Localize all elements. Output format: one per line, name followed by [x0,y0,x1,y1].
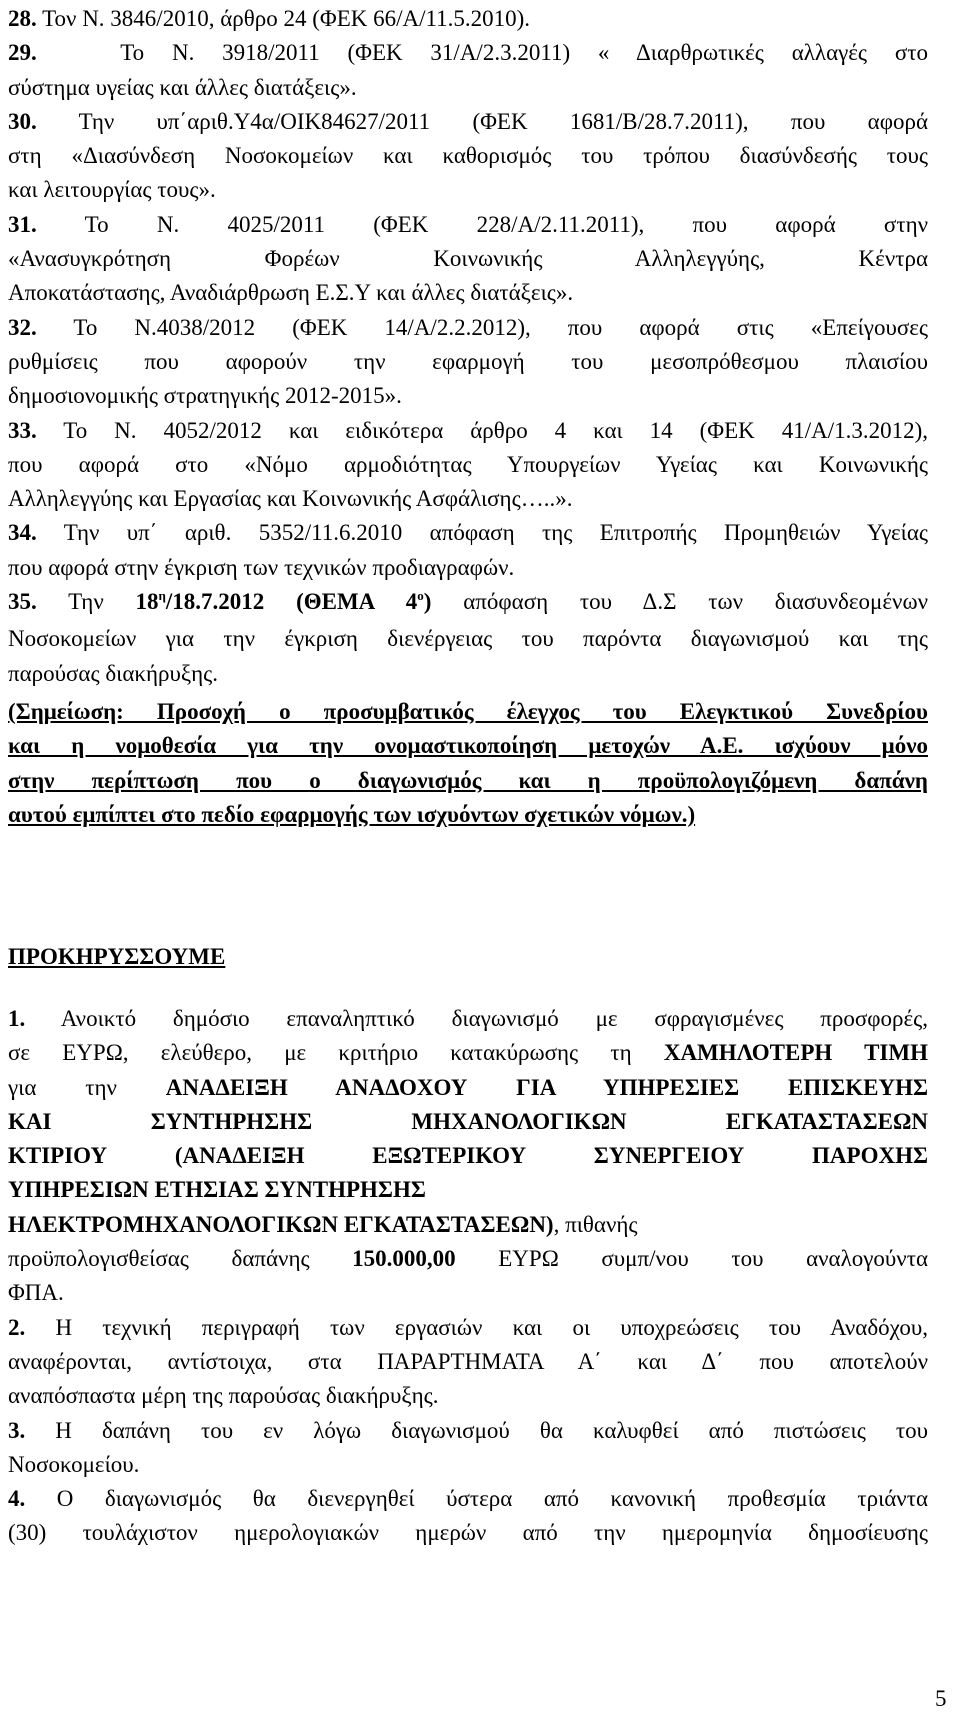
list-item-continuation: παρούσας διακήρυξης. [8,660,219,686]
page-number: 5 [935,1686,947,1711]
section-heading: ΠΡΟΚΗΡΥΣΣΟΥΜΕ [8,944,226,969]
list-item: 29. Το Ν. 3918/2011 (ΦΕΚ 31/Α/2.3.2011) « Διαρθρωτικές αλλαγές στο [8,40,928,66]
term-item: 3. Η δαπάνη του εν λόγω διαγωνισμού θα καλυφθεί από πιστώσεις του [8,1417,928,1443]
list-item: 30. Την υπ΄αριθ.Υ4α/ΟΙΚ84627/2011 (ΦΕΚ 1681/Β/28.7.2011), που αφορά [8,108,928,134]
list-item-continuation: Αλληλεγγύης και Εργασίας και Κοινωνικής Ασφάλισης…..». [8,486,573,512]
list-item-continuation: ρυθμίσεις που αφορούν την εφαρμογή του μεσοπρόθεσμου πλαισίου [8,348,928,374]
list-item-continuation: σύστημα υγείας και άλλες διατάξεις». [8,74,357,100]
list-item-continuation: στη «Διασύνδεση Νοσοκομείων και καθορισμός του τρόπου διασύνδεσής τους [8,143,928,169]
list-item: 28. Τον Ν. 3846/2010, άρθρο 24 (ΦΕΚ 66/Α/11.5.2010). [8,6,531,31]
legal-basis-list [8,2,928,691]
list-item-continuation: Νοσοκομείων για την έγκριση διενέργειας του παρόντα διαγωνισμού και της [8,626,928,652]
list-item-continuation: που αφορά στην έγκριση των τεχνικών προδιαγραφών. [8,554,515,580]
list-item-continuation: Αποκατάστασης, Αναδιάρθρωση Ε.Σ.Υ και άλλες διατάξεις». [8,280,574,306]
term-item: 4. Ο διαγωνισμός θα διενεργηθεί ύστερα από κανονική προθεσμία τριάντα [8,1486,928,1512]
list-item: 35. Την $18^\eta/18.7.2012$ (ΘΕΜΑ $4^o$) απόφαση του Δ.Σ των διασυνδεομένων [8,588,928,615]
list-item-continuation: δημοσιονομικής στρατηγικής 2012-2015». [8,383,402,409]
list-item-continuation: «Ανασυγκρότηση Φορέων Κοινωνικής Αλληλεγγύης, Κέντρα [8,246,928,272]
audit-note: (Σημείωση: Προσοχή ο προσυμβατικός έλεγχος του Ελεγκτικού Συνεδρίου και η νομοθεσία για την ονομαστικοποίηση μετοχών Α.Ε. ισχύουν μόνο στην περίπτωση που ο διαγωνισμός και η προϋπολογιζόμενη δαπάνη αυτού εμπίπτει στο πεδίο εφαρμογής των ισχυόντων σχετικών νόμων.) [8,699,928,827]
term-item: 2. Η τεχνική περιγραφή των εργασιών και οι υποχρεώσεις του Αναδόχου, [8,1314,928,1340]
list-item: 33. Το Ν. 4052/2012 και ειδικότερα άρθρο 4 και 14 (ΦΕΚ 41/Α/1.3.2012), [8,417,928,443]
list-item: 34. Την υπ΄ αριθ. 5352/11.6.2010 απόφαση της Επιτροπής Προμηθειών Υγείας [8,520,928,546]
list-item: 31. Το Ν. 4025/2011 (ΦΕΚ 228/Α/2.11.2011), που αφορά στην [8,211,928,237]
list-item-continuation: που αφορά στο «Νόμο αρμοδιότητας Υπουργείων Υγείας και Κοινωνικής [8,451,928,477]
proclamation-terms: 1. Ανοικτό δημόσιο επαναληπτικό διαγωνισμό με σφραγισμένες προσφορές, σε ΕΥΡΩ, ελεύθερο, με κριτήριο κατακύρωσης τη ΧΑΜΗΛΟΤΕΡΗ ΤΙΜΗ για την ΑΝΑΔΕΙΞΗ ΑΝΑΔΟΧΟΥ ΓΙΑ ΥΠΗΡΕΣΙΕΣ ΕΠΙΣΚΕΥΗΣ ΚΑΙ ΣΥΝΤΗΡΗΣΗΣ ΜΗΧΑΝΟΛΟΓΙΚΩΝ ΕΓΚΑΤΑΣΤΑΣΕΩΝ ΚΤΙΡΙΟΥ (ΑΝΑΔΕΙΞΗ ΕΞΩΤΕΡΙΚΟΥ ΣΥΝΕΡΓΕΙΟΥ ΠΑΡΟΧΗΣ ΥΠΗΡΕΣΙΩΝ ΕΤΗΣΙΑΣ ΣΥΝΤΗΡΗΣΗΣ ΗΛΕΚΤΡΟΜΗΧΑΝΟΛΟΓΙΚΩΝ ΕΓΚΑΤΑΣΤΑΣΕΩΝ), πιθανής προϋπολογισθείσας δαπάνης 150.000,00 ΕΥΡΩ συμπ/νου του αναλογούντα ΦΠΑ. 2. Η τεχνική περιγραφή των εργασιών και οι υποχρεώσεις του Αναδόχου, αναφέρονται, αντίστοιχα, στα ΠΑΡΑΡΤΗΜΑΤΑ Α΄ και Δ΄ που αποτελούν αναπόσπαστα μέρη της παρούσας διακήρυξης. 3. Η δαπάνη του εν λόγω διαγωνισμού θα καλυφθεί από πιστώσεις του Νοσοκομείου. 4. Ο διαγωνισμός θα διενεργηθεί ύστερα από κανονική προθεσμία τριάντα (30) τουλάχιστον ημερολογιακών ημερών από την ημερομηνία δημοσίευσης [8,1002,928,1551]
list-item: 32. Το Ν.4038/2012 (ΦΕΚ 14/Α/2.2.2012), που αφορά στις «Επείγουσες [8,314,928,340]
list-item-continuation: και λειτουργίας τους». [8,177,216,203]
term-item: 1. Ανοικτό δημόσιο επαναληπτικό διαγωνισμό με σφραγισμένες προσφορές, [8,1006,928,1031]
